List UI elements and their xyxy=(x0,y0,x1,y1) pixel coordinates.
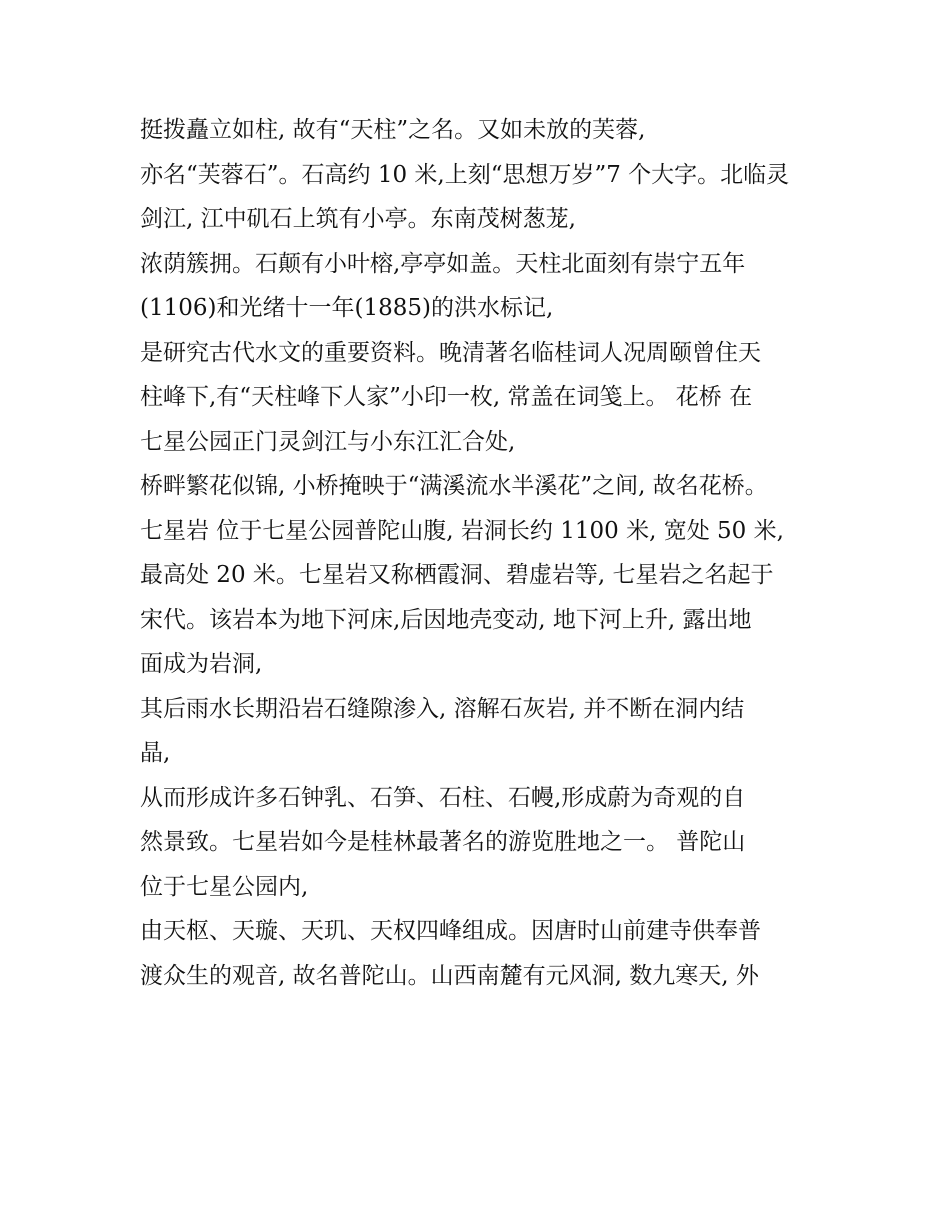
text-line: 位于七星公园内, xyxy=(140,873,309,900)
text-line: 其后雨水长期沿岩石缝隙渗入, 溶解石灰岩, 并不断在洞内结 xyxy=(140,695,745,722)
text-line: 七星公园正门灵剑江与小东江汇合处, xyxy=(140,428,516,455)
text-line: 渡众生的观音, 故名普陀山。山西南麓有元风洞, 数九寒天, 外 xyxy=(140,962,759,989)
text-line: 剑江, 江中矶石上筑有小亭。东南茂树葱茏, xyxy=(140,206,576,232)
text-line: 柱峰下,有“天柱峰下人家”小印一枚, 常盖在词笺上。 花桥 在 xyxy=(140,384,753,410)
text-line: (1106)和光绪十一年(1885)的洪水标记, xyxy=(140,295,554,321)
text-line: 亦名“芙蓉石”。石高约 10 米,上刻“思想万岁”7 个大字。北临灵 xyxy=(140,161,790,188)
text-line: 浓荫簇拥。石颠有小叶榕,亭亭如盖。天柱北面刻有崇宁五年 xyxy=(140,250,746,277)
text-line: 晶, xyxy=(140,740,171,766)
text-line: 由天枢、天璇、天玑、天权四峰组成。因唐时山前建寺供奉普 xyxy=(140,918,761,944)
text-line: 宋代。该岩本为地下河床,后因地壳变动, 地下河上升, 露出地 xyxy=(140,606,752,633)
text-line: 面成为岩洞, xyxy=(140,651,263,677)
body-text xyxy=(140,108,830,998)
text-line: 七星岩 位于七星公园普陀山腹, 岩洞长约 1100 米, 宽处 50 米, xyxy=(140,517,784,544)
text-line: 桥畔繁花似锦, 小桥掩映于“满溪流水半溪花”之间, 故名花桥。 xyxy=(140,473,768,499)
text-line: 然景致。七星岩如今是桂林最著名的游览胜地之一。 普陀山 xyxy=(140,829,746,855)
text-line: 是研究古代水文的重要资料。晚清著名临桂词人况周颐曾住天 xyxy=(140,339,761,366)
text-line: 最高处 20 米。七星岩又称栖霞洞、碧虚岩等, 七星岩之名起于 xyxy=(140,562,774,588)
text-line: 挺拨矗立如柱, 故有“天柱”之名。又如未放的芙蓉, xyxy=(140,117,646,143)
text-line: 从而形成许多石钟乳、石笋、石柱、石幔,形成蔚为奇观的自 xyxy=(140,784,746,811)
